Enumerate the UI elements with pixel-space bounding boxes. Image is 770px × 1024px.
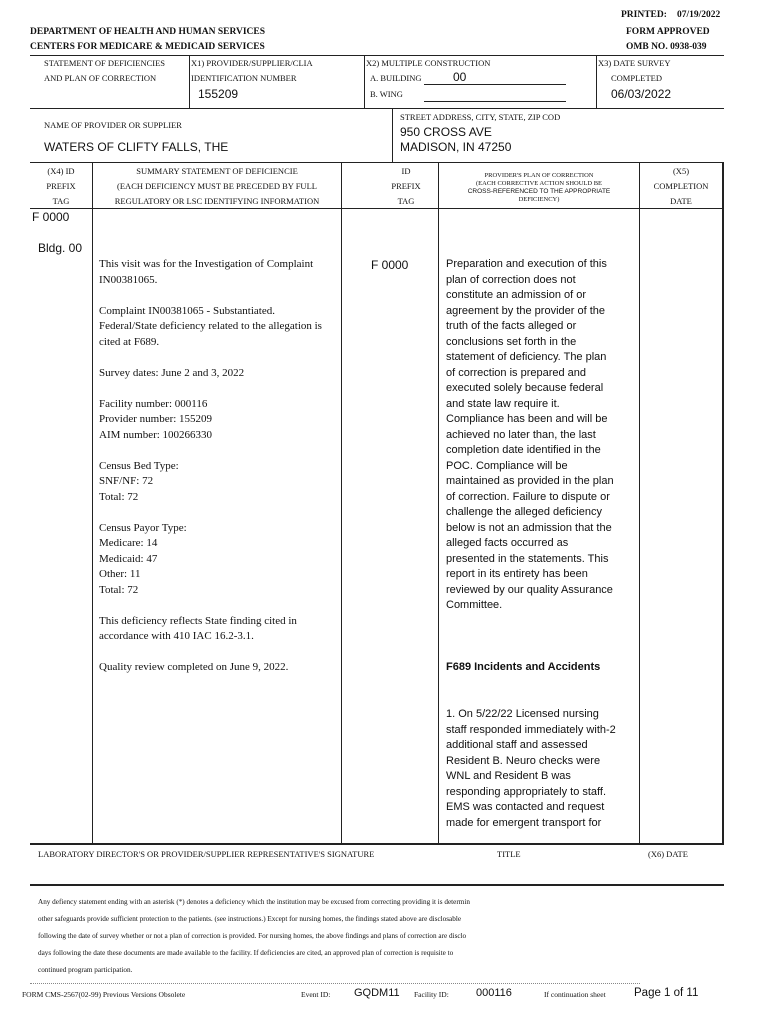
building-tag: Bldg. 00	[38, 241, 83, 255]
plan-line: truth of the facts alleged or	[446, 320, 577, 332]
col-divider-1	[92, 162, 93, 843]
plan-line: staff responded immediately with-2	[446, 723, 616, 736]
x5-header-2: COMPLETION	[653, 181, 709, 191]
summary-paragraph	[99, 257, 339, 288]
disclaimer	[38, 894, 718, 979]
right-border	[722, 162, 724, 843]
plan-line: conclusions set forth in the	[446, 335, 577, 348]
building-label: A. BUILDING	[370, 73, 422, 83]
plan-line: of correction. Failure to dispute or	[446, 490, 610, 503]
centers-title: CENTERS FOR MEDICARE & MEDICAID SERVICES	[30, 42, 265, 52]
plan-line: WNL and Resident B was	[446, 770, 571, 782]
summary-paragraph	[99, 614, 339, 645]
summary-line: Provider number: 155209	[99, 413, 213, 425]
summary-header-3: REGULATORY OR LSC IDENTIFYING INFORMATION	[114, 196, 320, 206]
plan-line: presented in the statements. This	[446, 552, 609, 565]
summary-paragraph	[99, 397, 339, 444]
plan-line: reviewed by our quality Assurance	[446, 583, 613, 596]
plan-line: POC. Compliance will be	[446, 459, 568, 472]
plan-heading: F689 Incidents and Accidents	[446, 661, 601, 673]
summary-paragraph	[99, 660, 339, 676]
plan-line: EMS was contacted and request	[446, 801, 605, 813]
summary-line: This visit was for the Investigation of Complaint	[99, 258, 314, 270]
header-top-rule	[30, 55, 724, 56]
summary-line: cited at F689.	[99, 335, 160, 348]
statement-label-2: AND PLAN OF CORRECTION	[44, 73, 157, 83]
summary-line: Medicare: 14	[99, 537, 158, 549]
disclaimer-line: days following the date these documents are made available to the facility. If deficiencies are cited, an approved plan of correction is requisite to	[38, 949, 454, 957]
summary-line: Medicaid: 47	[99, 552, 158, 565]
summary-header-2: (EACH DEFICIENCY MUST BE PRECEDED BY FULL	[117, 181, 317, 191]
plan-line: constitute an admission of or	[446, 289, 587, 301]
disclaimer-line: following the date of survey whether or not a plan of correction is provided. For nursing homes, the above findings and plans of correction are disclo	[38, 932, 467, 940]
facility-id-label: Facility ID:	[414, 990, 449, 999]
summary-paragraph	[99, 459, 339, 506]
continuation-label: If continuation sheet	[544, 990, 606, 999]
summary-paragraph	[99, 521, 339, 599]
id-header-2: PREFIX	[391, 181, 421, 191]
provider-id-value: 155209	[198, 87, 239, 101]
plan-line: Preparation and execution of this	[446, 258, 607, 270]
signature-label: LABORATORY DIRECTOR'S OR PROVIDER/SUPPLIER REPRESENTATIVE'S SIGNATURE	[38, 849, 375, 859]
wing-underline	[424, 101, 566, 102]
plan-line: challenge the alleged deficiency	[446, 506, 602, 518]
id-header-1: ID	[401, 166, 411, 176]
event-id-label: Event ID:	[301, 990, 331, 999]
wing-label: B. WING	[370, 89, 403, 99]
col-divider-2	[341, 162, 342, 843]
plan-line: Committee.	[446, 599, 503, 611]
x5-header-3: DATE	[670, 196, 692, 206]
row1-divider-2	[364, 55, 365, 108]
survey-date-value: 06/03/2022	[611, 87, 672, 101]
x3-label-1: X3) DATE SURVEY	[598, 58, 671, 68]
row1-divider-1	[189, 55, 190, 108]
summary-line: Census Bed Type:	[99, 459, 179, 472]
plan-line: executed solely because federal	[446, 382, 604, 394]
plan-line: additional staff and assessed	[446, 739, 588, 751]
summary-line: Complaint IN00381065 - Substantiated.	[99, 304, 275, 317]
plan-line: Compliance has been and will be	[446, 413, 608, 425]
plan-header-1: PROVIDER'S PLAN OF CORRECTION	[484, 172, 594, 179]
provider-name-label: NAME OF PROVIDER OR SUPPLIER	[44, 120, 182, 130]
facility-id-value: 000116	[476, 987, 512, 999]
plan-line: responding appropriately to staff.	[446, 785, 607, 798]
x5-header-1: (X5)	[672, 166, 690, 176]
summary-statement	[99, 257, 339, 691]
body-bottom-rule	[30, 843, 724, 845]
summary-line: Total: 72	[99, 490, 139, 503]
summary-line: Total: 72	[99, 583, 139, 596]
summary-line: Federal/State deficiency related to the allegation is	[99, 320, 322, 332]
summary-line: Survey dates: June 2 and 3, 2022	[99, 366, 245, 379]
plan-line: maintained as provided in the plan	[446, 475, 614, 487]
x4-header-1: (X4) ID	[47, 166, 75, 176]
plan-line: of correction is prepared and	[446, 366, 587, 379]
x6-date-label: (X6) DATE	[648, 849, 688, 859]
address-line-2: MADISON, IN 47250	[400, 140, 512, 154]
plan-line: agreement by the provider of the	[446, 304, 605, 317]
summary-paragraph	[99, 304, 339, 351]
row1-bottom-rule	[30, 108, 724, 109]
x3-label-2: COMPLETED	[611, 73, 662, 83]
plan-line: below is not an admission that the	[446, 521, 612, 534]
title-label: TITLE	[497, 849, 521, 859]
plan-line: report in its entirety has been	[446, 568, 588, 580]
row1-divider-3	[596, 55, 597, 108]
row2-bottom-rule	[30, 162, 724, 163]
middle-tag: F 0000	[371, 258, 409, 272]
omb-number: OMB NO. 0938-039	[626, 42, 707, 52]
plan-header-3: CROSS-REFERENCED TO THE APPROPRIATE	[467, 188, 611, 195]
x4-header-3: TAG	[52, 196, 70, 206]
printed-label: PRINTED:	[621, 10, 667, 20]
x2-label: X2) MULTIPLE CONSTRUCTION	[366, 58, 491, 68]
event-id-value: GQDM11	[354, 987, 400, 999]
summary-line: Facility number: 000116	[99, 397, 208, 410]
columns-bottom-rule	[30, 208, 724, 209]
statement-label-1: STATEMENT OF DEFICIENCIES	[44, 58, 166, 68]
summary-line: AIM number: 100266330	[99, 428, 213, 441]
plan-line: alleged facts occurred as	[446, 537, 569, 549]
col-divider-4	[639, 162, 640, 843]
col-divider-3	[438, 162, 439, 843]
summary-line: Census Payor Type:	[99, 521, 187, 534]
plan-header-4: DEFICIENCY)	[518, 196, 560, 203]
address-line-1: 950 CROSS AVE	[400, 125, 492, 139]
department-title: DEPARTMENT OF HEALTH AND HUMAN SERVICES	[30, 27, 266, 37]
printed-date: 07/19/2022	[677, 10, 721, 20]
summary-paragraph	[99, 366, 339, 382]
address-label: STREET ADDRESS, CITY, STATE, ZIP COD	[400, 112, 561, 122]
plan-line: Resident B. Neuro checks were	[446, 754, 601, 767]
form-number: FORM CMS-2567(02-99) Previous Versions Obsolete	[22, 990, 186, 999]
provider-name-value: WATERS OF CLIFTY FALLS, THE	[44, 140, 229, 154]
building-value: 00	[453, 70, 467, 84]
plan-of-correction-item-1	[446, 707, 636, 831]
plan-line: achieved no later than, the last	[446, 428, 596, 441]
plan-line: completion date identified in the	[446, 444, 601, 456]
plan-line: and state law require it.	[446, 397, 560, 410]
plan-line: plan of correction does not	[446, 273, 576, 286]
disclaimer-line: Any defiency statement ending with an asterisk (*) denotes a deficiency which the institution may be excused from correcting providing it is determin	[38, 898, 470, 906]
disclaimer-line: continued program participation.	[38, 966, 133, 974]
summary-line: IN00381065.	[99, 273, 158, 286]
summary-line: Quality review completed on June 9, 2022.	[99, 661, 289, 673]
building-underline	[424, 84, 566, 85]
plan-header-2: (EACH CORRECTIVE ACTION SHOULD BE	[475, 180, 603, 187]
x4-header-2: PREFIX	[46, 181, 76, 191]
signature-bottom-rule	[30, 884, 724, 886]
plan-line: statement of deficiency. The plan	[446, 351, 607, 363]
summary-line: accordance with 410 IAC 16.2-3.1.	[99, 630, 254, 642]
summary-header-1: SUMMARY STATEMENT OF DEFICIENCIE	[136, 166, 298, 176]
form-approved: FORM APPROVED	[626, 27, 710, 37]
disclaimer-line: other safeguards provide sufficient protection to the patients. (see instructions.) Except for nursing homes, the findings stated above are disclosable	[38, 915, 462, 923]
plan-of-correction-intro	[446, 257, 636, 614]
x1-label-2: IDENTIFICATION NUMBER	[191, 73, 297, 83]
summary-line: This deficiency reflects State finding cited in	[99, 614, 297, 627]
footer-rule	[30, 983, 640, 984]
x1-label-1: X1) PROVIDER/SUPPLIER/CLIA	[191, 58, 313, 68]
left-tag: F 0000	[32, 210, 70, 224]
row2-divider	[392, 108, 393, 162]
page-number: Page 1 of 11	[634, 987, 699, 999]
summary-line: Other: 11	[99, 568, 141, 580]
id-header-3: TAG	[397, 196, 415, 206]
plan-line: made for emergent transport for	[446, 816, 602, 829]
plan-line: 1. On 5/22/22 Licensed nursing	[446, 708, 599, 720]
summary-line: SNF/NF: 72	[99, 475, 154, 487]
